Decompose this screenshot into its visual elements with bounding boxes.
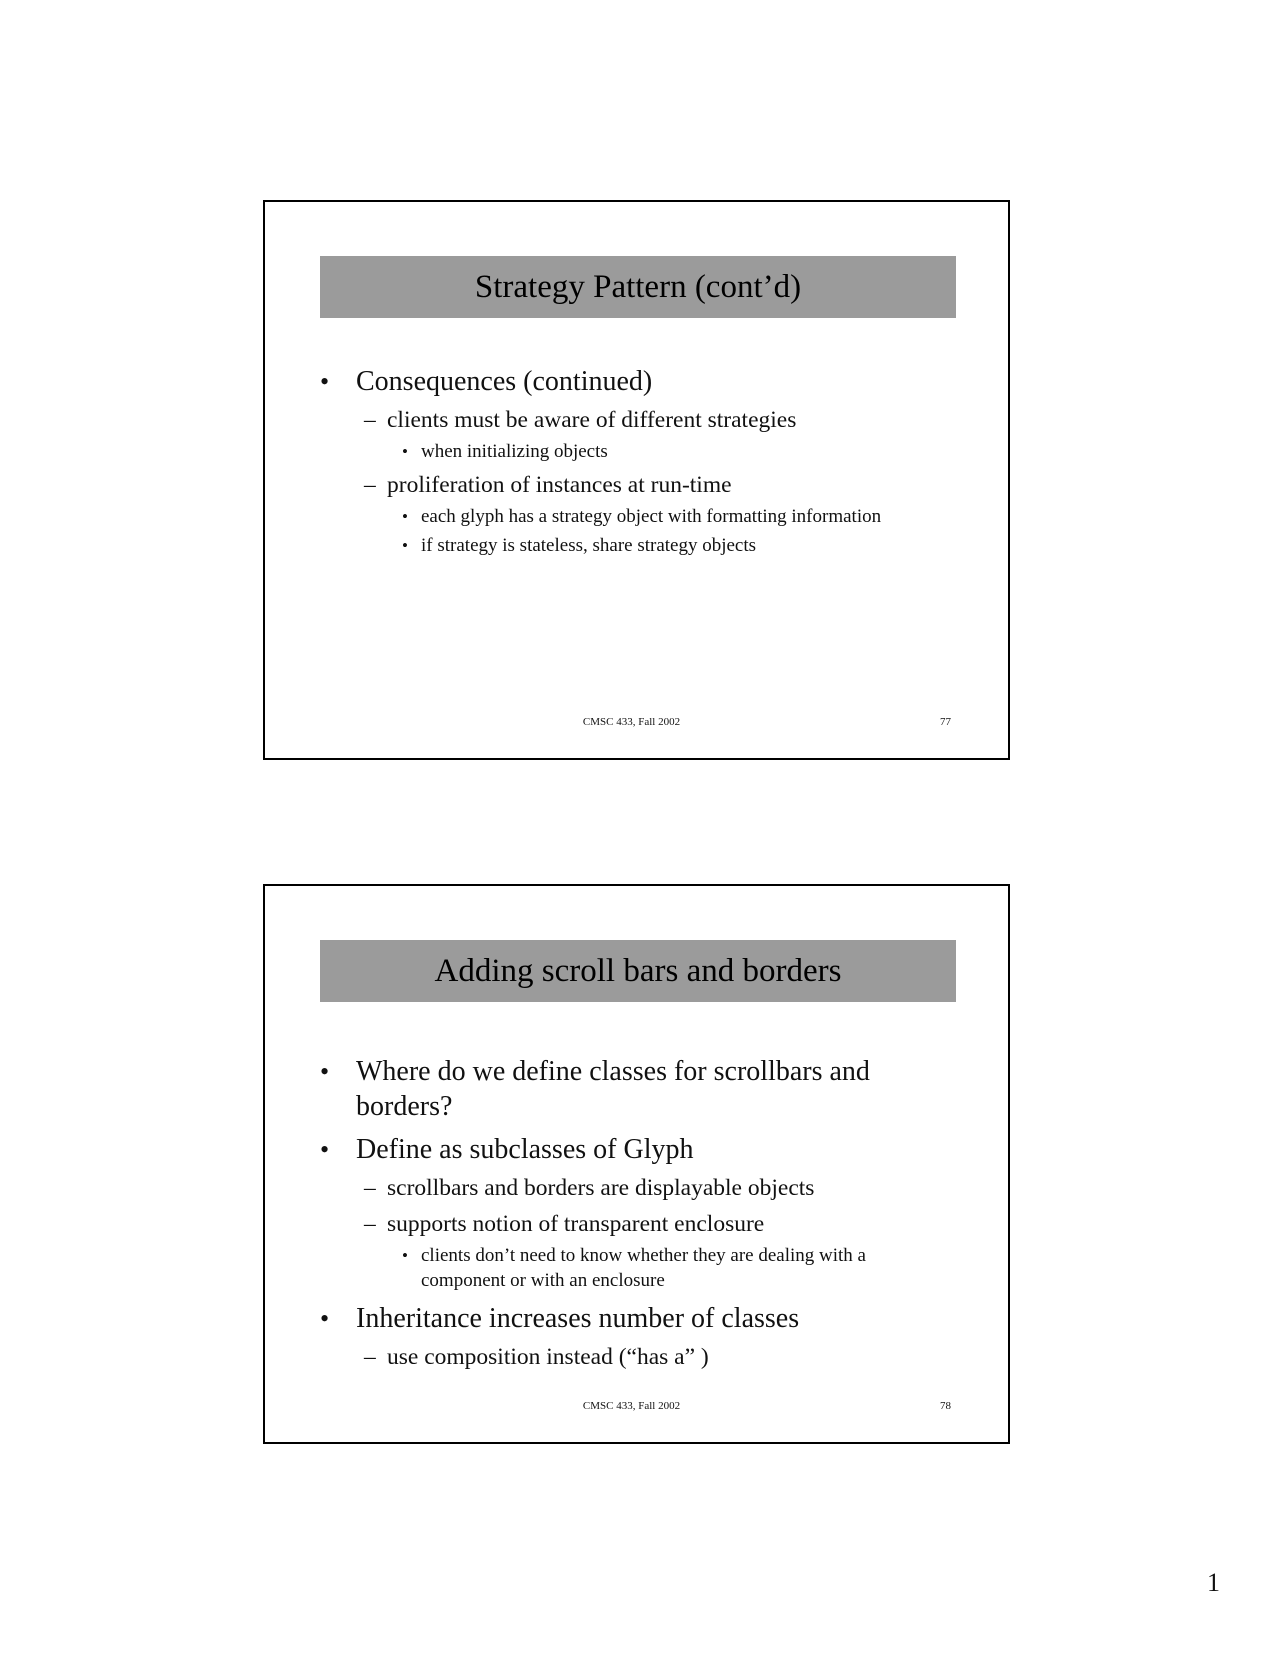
- slide-footer: [265, 716, 1008, 728]
- bullet-icon: •: [320, 1135, 330, 1164]
- sub-bullet-item: [320, 1173, 980, 1203]
- bullet-icon: •: [402, 507, 408, 526]
- bullet-item: [320, 1301, 980, 1336]
- bullet-text: Define as subclasses of Glyph: [356, 1134, 694, 1165]
- sub-bullet-text: use composition instead (“has a” ): [387, 1344, 709, 1370]
- sub-bullet-item: [320, 470, 980, 500]
- bullet-text-line: Where do we define classes for scrollbars and: [356, 1056, 870, 1087]
- sub-bullet-text: supports notion of transparent enclosure: [387, 1211, 765, 1237]
- dash-icon: –: [364, 407, 376, 433]
- bullet-item: [320, 1132, 980, 1167]
- footer-text: CMSC 433, Fall 2002: [582, 1400, 681, 1412]
- dash-icon: –: [364, 1344, 376, 1370]
- slide-title: Strategy Pattern (cont’d): [474, 268, 802, 305]
- slide-footer: [265, 1400, 1008, 1412]
- bullet-item: [320, 364, 980, 399]
- sub-sub-bullet-text: when initializing objects: [421, 441, 608, 462]
- bullet-icon: •: [402, 1246, 408, 1265]
- bullet-icon: •: [402, 536, 408, 555]
- bullet-icon: •: [320, 367, 330, 396]
- sub-sub-bullet-item: [320, 1243, 980, 1293]
- slide-77: [263, 200, 1010, 760]
- dash-icon: –: [364, 1175, 376, 1201]
- slide-number: 77: [940, 716, 951, 728]
- bullet-item: [320, 1054, 980, 1124]
- slide-title: Adding scroll bars and borders: [434, 952, 842, 989]
- sub-sub-bullet-item: [320, 533, 980, 558]
- sub-bullet-text: clients must be aware of different strategies: [387, 407, 797, 433]
- sub-bullet-item: [320, 405, 980, 435]
- sub-sub-bullet-text-line: component or with an enclosure: [421, 1270, 665, 1291]
- sub-sub-bullet-item: [320, 439, 980, 464]
- bullet-icon: •: [320, 1057, 330, 1086]
- dash-icon: –: [364, 472, 376, 498]
- sub-sub-bullet-text-line: clients don’t need to know whether they are dealing with a: [421, 1245, 866, 1266]
- slide-content: [320, 1054, 980, 1372]
- footer-text: CMSC 433, Fall 2002: [582, 716, 681, 728]
- bullet-icon: •: [320, 1304, 330, 1333]
- sub-sub-bullet-text: each glyph has a strategy object with formatting information: [421, 506, 882, 527]
- bullet-icon: •: [402, 442, 408, 461]
- sub-bullet-text: proliferation of instances at run-time: [387, 472, 732, 498]
- bullet-text-line: borders?: [356, 1091, 453, 1122]
- sub-sub-bullet-item: [320, 504, 980, 529]
- sub-bullet-text: scrollbars and borders are displayable objects: [387, 1175, 815, 1201]
- page-number: 1: [1207, 1568, 1220, 1597]
- slide-title-bar: [320, 940, 956, 1002]
- dash-icon: –: [364, 1211, 376, 1237]
- sub-bullet-item: [320, 1209, 980, 1239]
- slide-number: 78: [940, 1400, 951, 1412]
- sub-bullet-item: [320, 1342, 980, 1372]
- bullet-text: Consequences (continued): [356, 366, 653, 397]
- sub-sub-bullet-text: if strategy is stateless, share strategy objects: [421, 535, 757, 556]
- slide-78: [263, 884, 1010, 1444]
- bullet-text: Inheritance increases number of classes: [356, 1303, 800, 1334]
- slide-content: [320, 364, 980, 558]
- slide-title-bar: [320, 256, 956, 318]
